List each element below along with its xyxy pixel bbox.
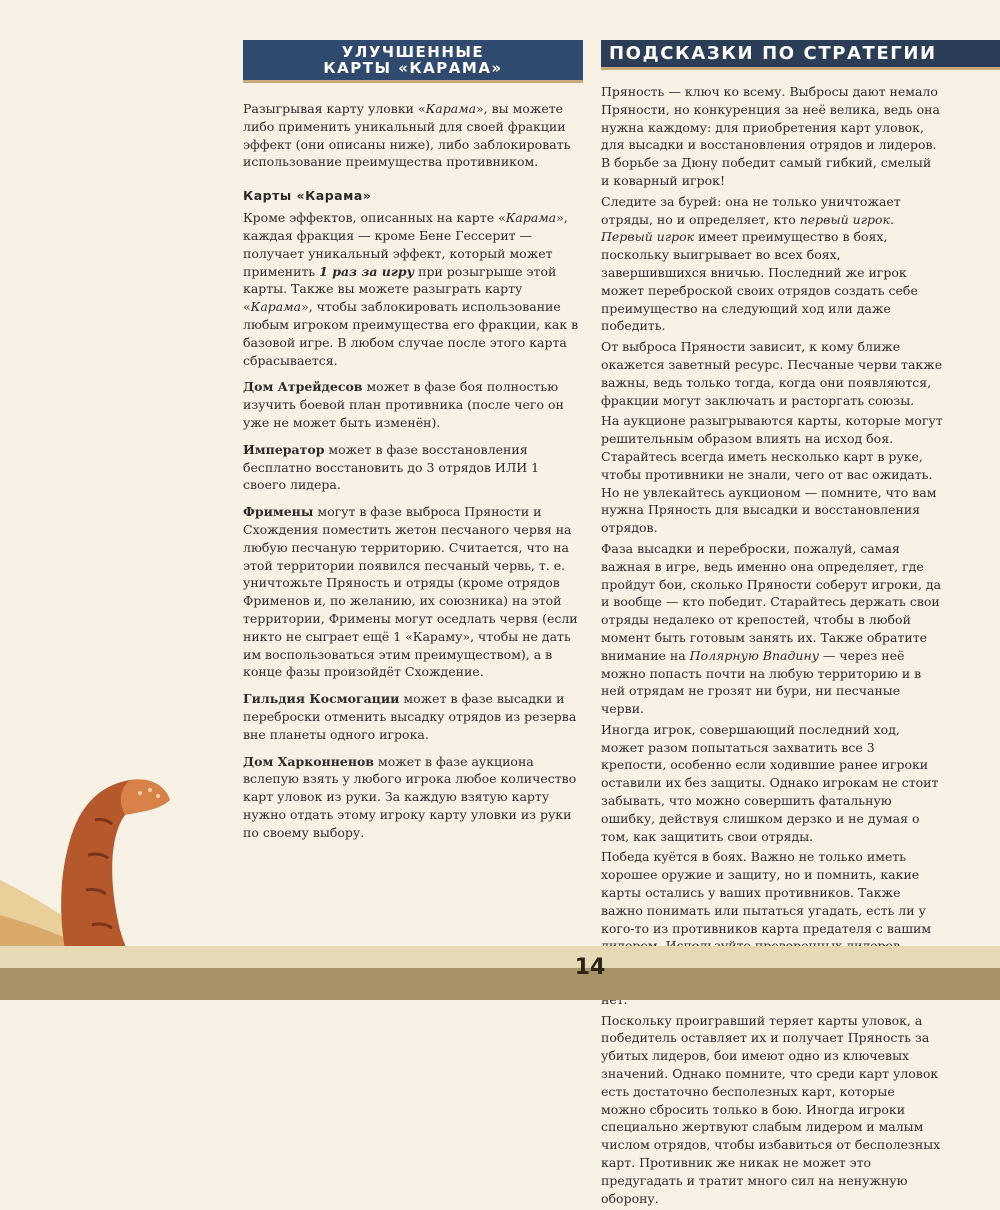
sandworm-tooth: [148, 788, 152, 792]
strategy-tip-auction: На аукционе разыгрываются карты, которые могут решительным образом влиять на исход боя. Старайтесь всегда иметь несколько карт в руке, чтобы противники не знали, чего от вас ожидать. Но не увлекайтесь аукционом — помните, что вам нужна Пряность для высадки и восстановления отрядов.: [601, 413, 943, 536]
strategy-tip-losses: Поскольку проигравший теряет карты уловок, а победитель оставляет их и получает Пряность за убитых лидеров, бои имеют одно из ключевых значений. Однако помните, что среди карт уловок есть достаточно бесполезных карт, которые можно сбросить только в бою. Иногда игроки специально жертвуют слабым лидером и малым числом отрядов, чтобы избавиться от бесполезных карт. Противник же никак не может это предугадать и тратит много сил на ненужную оборону.: [601, 1012, 941, 1206]
karama-cards-subheading: Карты «Карама»: [243, 188, 372, 204]
footer-strip: [0, 946, 1000, 968]
sandworm-tooth: [156, 794, 160, 798]
karama-banner-line1: УЛУЧШЕННЫЕ: [341, 43, 485, 61]
strategy-tip-last-player: Иногда игрок, совершающий последний ход, может разом попытаться захватить все 3 крепости, особенно если ходившие ранее игроки оставили их без защиты. Однако игрокам не стоит забывать, что можно совершить фатальную ошибку, действуя слишком дерзко и не думая о том, как защитить свои отряды.: [601, 721, 939, 844]
page-number: 14: [574, 955, 606, 980]
karama-banner-line2: КАРТЫ «КАРАМА»: [323, 59, 503, 77]
footer-band: [0, 968, 1000, 1000]
strategy-tip-battles: Победа куётся в боях. Важно не только иметь хорошее оружие и защиту, но и помнить, какие карты остались у ваших противников. Также важно понимать или пытаться угадать, есть ли у кого-то из противников карта предателя с вашим: [601, 849, 932, 936]
sandworm-tooth: [138, 791, 142, 795]
faction-atreides: Дом Атрейдесов может в фазе боя полностью изучить боевой план противника (после чего он уже не может быть изменён).: [243, 379, 564, 430]
strategy-banner: ПОДСКАЗКИ ПО СТРАТЕГИИ: [601, 40, 1000, 70]
karama-banner: [243, 40, 583, 83]
strategy-tip-spice: Пряность — ключ ко всему. Выбросы дают немало Пряности, но конкуренция за неё велика, ведь она нужна каждому: для приобретения карт уловок, для высадки и восстановления отрядов и лидеров. В борьбе за Дюну победит самый гибкий, смелый и коварный игрок!: [601, 84, 940, 188]
right-column: [601, 40, 1000, 1210]
strategy-tip-shipment: Фаза высадки и переброски, пожалуй, самая важная в игре, ведь именно она определяет, где пройдут бои, сколько Пряности соберут игроки, да и вообще — кто победит. Старайтесь держать свои отряды недалеко от крепостей, чтобы в любой момент быть готовым занять их. Также обратите внимание на Полярную Впадину — через неё можно попасть почти на любую территорию и в ней отрядам не грозят ни бури, ни песчаные черви.: [601, 540, 942, 717]
faction-harkonnen: Дом Харконненов может в фазе аукциона вслепую взять у любого игрока любое количество карт уловок из руки. За каждую взятую карту нужно отдать этому игроку карту уловки из руки по своему выбору.: [243, 753, 577, 840]
strategy-tip-blow: От выброса Пряности зависит, к кому ближе окажется заветный ресурс. Песчаные черви также важны, ведь только тогда, когда они появляются, фракции могут заключать и расторгать союзы.: [601, 339, 943, 408]
strategy-tip-storm: Следите за бурей: она не только уничтожает отряды, но и определяет, кто первый игрок. Первый игрок имеет преимущество в боях, поскольку выигрывает во всех боях, завершившихся вничью. Последний же игрок может переброской своих отрядов создать себе преимущество на следующий ход или даже победить.: [601, 193, 918, 334]
karama-effects-paragraph: Кроме эффектов, описанных на карте «Карама», каждая фракция — кроме Бене Гессерит — получает уникальный эффект, который может применить 1 раз за игру при розыгрыше этой карты. Также вы можете разыграть карту «Карама», чтобы заблокировать использование любым игроком преимущества его фракции, как в базовой игре. В любом случае после этого карта сбрасывается.: [243, 210, 579, 368]
faction-guild: Гильдия Космогации может в фазе высадки и переброски отменить высадку отрядов из резерва вне планеты одного игрока.: [243, 691, 577, 742]
left-column: [243, 40, 583, 850]
sandworm-mouth: [121, 779, 170, 815]
faction-fremen: Фримены могут в фазе выброса Пряности и Схождения поместить жетон песчаного червя на любую песчаную территорию. Считается, что на этой территории появился песчаный червь, т. е. уничтожьте Пряность и отряды (кроме отрядов Фрименов и, по желанию, их союзника) на этой территории, Фримены могут оседлать червя (если никто не сыграет ещё 1 «Караму», чтобы не дать им воспользоваться этим преимуществом), а в конце фазы произойдёт Схождение.: [243, 504, 578, 680]
faction-emperor: Император может в фазе восстановления бесплатно восстановить до 3 отрядов ИЛИ 1 своего лидера.: [243, 441, 540, 493]
karama-intro: Разыгрывая карту уловки «Карама», вы можете либо применить уникальный для своей фракции эффект (они описаны ниже), либо заблокировать использование преимущества противником.: [243, 101, 571, 170]
